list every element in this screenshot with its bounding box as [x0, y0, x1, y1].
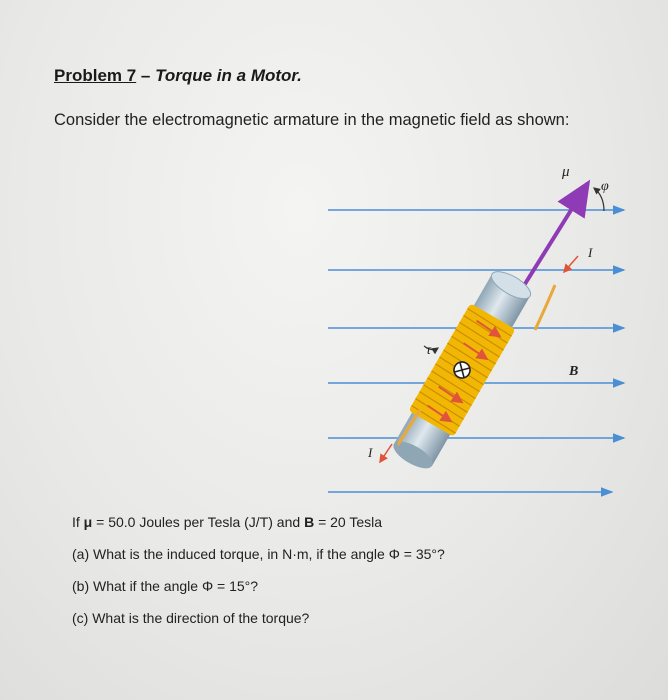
question-c: (c) What is the direction of the torque?	[72, 610, 310, 626]
title-dash: –	[136, 66, 156, 85]
current-label-bottom: I	[368, 445, 373, 460]
current-arrow-bottom	[380, 444, 392, 462]
intro-text: Consider the electromagnetic armature in the magnetic field as shown:	[54, 111, 570, 129]
problem-title-text: Torque in a Motor.	[155, 66, 302, 85]
given-values: If μ = 50.0 Joules per Tesla (J/T) and B = 20 Tesla	[72, 514, 383, 530]
current-label-top: I	[588, 245, 593, 260]
question-b: (b) What if the angle Φ = 15°?	[72, 578, 259, 594]
phi-label: φ	[601, 179, 609, 194]
mu-label: μ⃗	[562, 164, 582, 180]
given-mu: μ	[83, 514, 93, 530]
given-b: B	[304, 514, 315, 530]
field-label: B⃗	[569, 364, 590, 379]
question-a: (a) What is the induced torque, in N·m, if the angle Φ = 35°?	[72, 546, 445, 562]
problem-number: Problem 7	[54, 66, 137, 85]
armature-core	[386, 264, 538, 475]
torque-label: τ⃗	[426, 343, 442, 358]
top-lead-wire	[535, 285, 555, 330]
